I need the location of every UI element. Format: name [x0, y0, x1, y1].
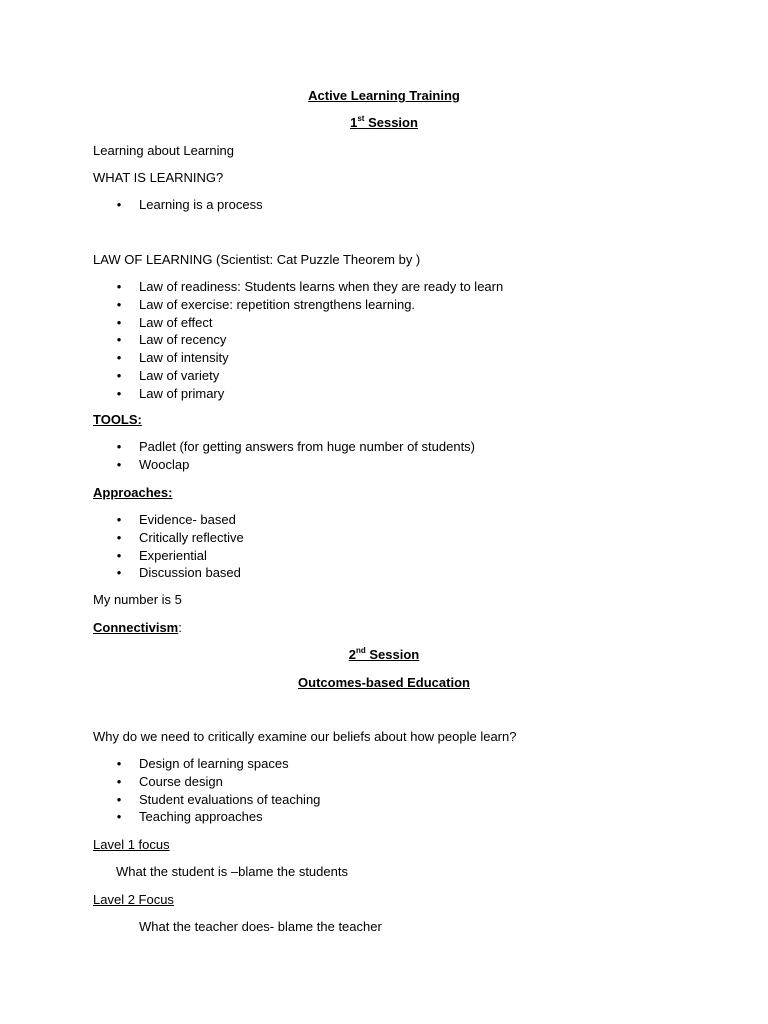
level-2-heading: Lavel 2 Focus	[93, 892, 174, 907]
bullet-icon: •	[116, 367, 122, 383]
connectivism-heading	[93, 620, 182, 636]
session-2-heading	[0, 647, 768, 663]
what-is-learning-heading: WHAT IS LEARNING?	[93, 170, 224, 185]
bullet-icon: •	[116, 197, 122, 212]
session-1-heading	[0, 115, 768, 131]
session-1-ordinal: st	[357, 113, 365, 123]
bullet-icon: •	[116, 314, 122, 330]
level-1-text: What the student is –blame the students	[116, 864, 348, 879]
learning-about-learning: Learning about Learning	[93, 143, 234, 158]
document-title: Active Learning Training	[308, 88, 460, 103]
session-1-number: 1	[350, 115, 358, 130]
session-1-label: Session	[368, 115, 418, 130]
bullet-icon: •	[116, 456, 122, 472]
bullet-icon: •	[116, 565, 122, 581]
session-2-number: 2	[348, 647, 356, 662]
tools-heading: TOOLS:	[93, 412, 142, 427]
bullet-icon: •	[116, 385, 122, 401]
bullet-icon: •	[116, 529, 122, 545]
bullet-icon: •	[116, 296, 122, 312]
bullet-icon: •	[116, 350, 122, 366]
bullet-icon: •	[116, 332, 122, 348]
why-question: Why do we need to critically examine our beliefs about how people learn?	[93, 729, 517, 744]
bullet-icon: •	[116, 809, 122, 825]
bullet-icon: •	[116, 791, 122, 807]
bullet-icon: •	[116, 439, 122, 454]
level-1-heading: Lavel 1 focus	[93, 837, 170, 852]
outcomes-heading: Outcomes-based Education	[298, 675, 470, 690]
connectivism-label: Connectivism	[93, 620, 179, 635]
session-2-ordinal: nd	[355, 645, 366, 655]
law-of-learning-heading: LAW OF LEARNING (Scientist: Cat Puzzle Theorem by )	[93, 252, 421, 267]
bullet-icon: •	[116, 279, 122, 294]
bullet-icon: •	[116, 547, 122, 563]
bullet-icon: •	[116, 773, 122, 789]
bullet-icon: •	[116, 756, 122, 771]
connectivism-colon: :	[178, 620, 182, 635]
my-number-line: My number is 5	[93, 592, 182, 607]
document-page: Active Learning Training 1st Session Learning about Learning WHAT IS LEARNING? • Learning is a process LAW OF LEARNING (Scientist: Cat Puzzle Theorem by ) • Law of readiness: Students learns when they are ready to learn • Law of exercise: repetition strengthens learning. • Law of effect • Law of recency • Law of intensity • Law of variety • Law of primary TOOLS: • Padlet (for getting answers from huge number of students) • Wooclap Approaches: • Evidence- based • Critically reflective • Experiential • Discussion based My number is 5 Connectivism: 2nd Session Outcomes-based Education Why do we need to critically examine our beliefs about how people learn? • Design of learning spaces • Course design • Student evaluations of teaching • Teaching approaches Lavel 1 focus What the student is –blame the students Lavel 2 Focus What the teacher does- blame the teacher	[0, 0, 768, 1024]
bullet-icon: •	[116, 512, 122, 527]
level-2-text: What the teacher does- blame the teacher	[139, 919, 382, 934]
session-2-label: Session	[369, 647, 420, 662]
approaches-heading: Approaches:	[93, 485, 173, 500]
